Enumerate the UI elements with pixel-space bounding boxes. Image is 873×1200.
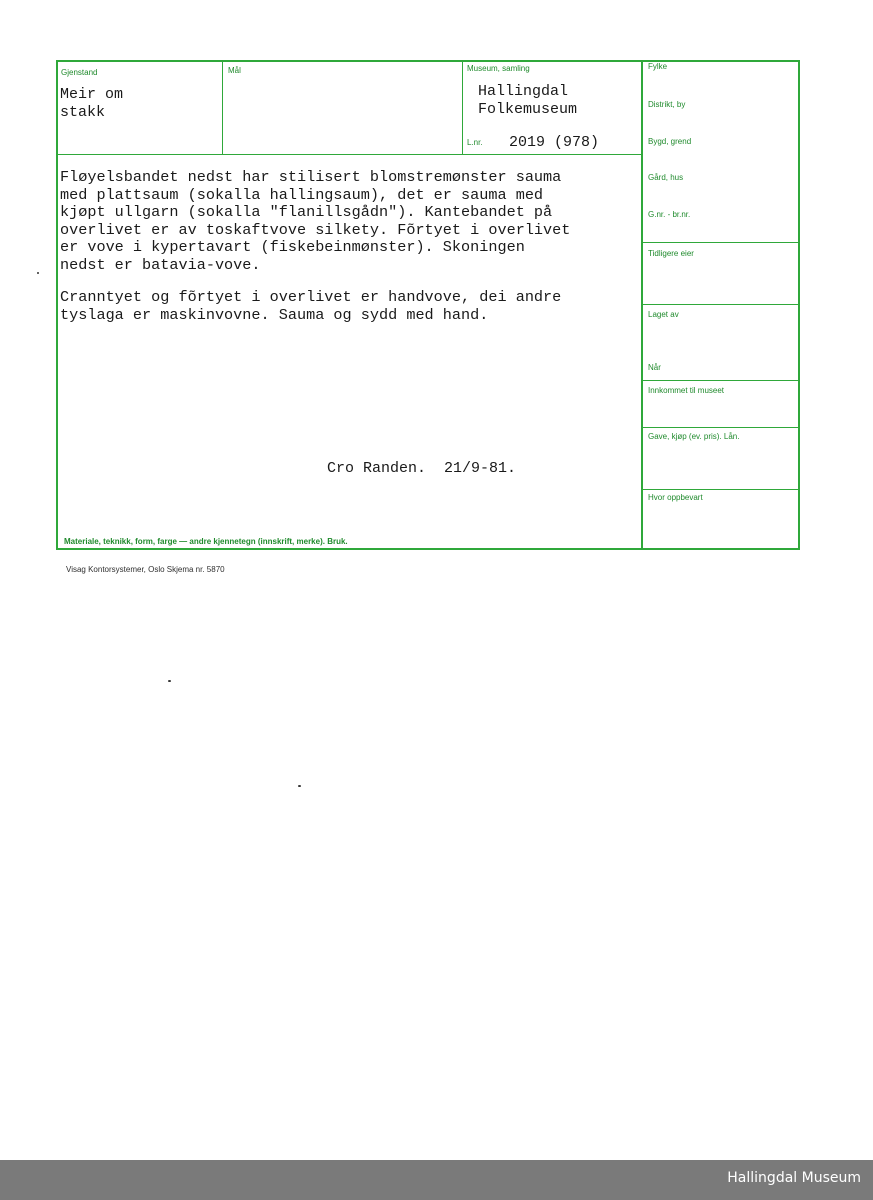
side-label-bygd: Bygd, grend: [648, 137, 692, 146]
column-divider-1: [222, 61, 223, 154]
lnr-value: 2019 (978): [509, 134, 600, 151]
description-paragraph-1: Fløyelsbandet nedst har stilisert blomstremønster sauma med plattsaum (sokalla hallingsaum), det er sauma med kjøpt ullgarn (sokalla "flanillsgådn"). Kantebandet på overlivet er av toskaftvove silkety. Fõrtyet i overlivet er vove i kypertavart (fiskebeinmønster). Skoningen nedst er batavia-vove.: [60, 168, 571, 274]
museum-label: Museum, samling: [467, 64, 530, 73]
side-label-gave-kjop: Gave, kjøp (ev. pris). Lån.: [648, 432, 740, 441]
side-divider-1: [642, 242, 799, 243]
maal-label: Mål: [228, 66, 241, 75]
side-label-gard: Gård, hus: [648, 173, 684, 182]
side-label-gnr: G.nr. - br.nr.: [648, 210, 691, 219]
lnr-label: L.nr.: [467, 138, 483, 147]
scan-speck: [37, 272, 39, 274]
header-row-divider: [57, 154, 641, 155]
column-divider-2: [462, 61, 463, 154]
side-label-innkommet: Innkommet til museet: [648, 386, 725, 395]
side-label-naar: Når: [648, 363, 661, 372]
materiale-label: Materiale, teknikk, form, farge — andre kjennetegn (innskrift, merke). Bruk.: [64, 537, 348, 546]
watermark-text: Hallingdal Museum: [727, 1170, 861, 1186]
side-divider-4: [642, 427, 799, 428]
side-label-distrikt: Distrikt, by: [648, 100, 686, 109]
printer-imprint: Visag Kontorsystemer, Oslo Skjema nr. 5870: [66, 565, 225, 574]
side-label-tidligere-eier: Tidligere eier: [648, 249, 694, 258]
watermark-bar: [0, 1160, 873, 1200]
description-paragraph-2: Cranntyet og fõrtyet i overlivet er handvove, dei andre tyslaga er maskinvovne. Sauma og sydd med hand.: [60, 288, 562, 324]
scan-speck: [298, 785, 301, 787]
side-column-divider: [641, 61, 643, 549]
signature-line: Cro Randen. 21/9-81.: [327, 460, 517, 477]
side-divider-2: [642, 304, 799, 305]
scan-speck: [168, 680, 171, 682]
side-divider-5: [642, 489, 799, 490]
side-label-hvor-oppbevart: Hvor oppbevart: [648, 493, 703, 502]
side-label-fylke: Fylke: [648, 62, 668, 71]
side-divider-3: [642, 380, 799, 381]
gjenstand-value: Meir om stakk: [60, 86, 124, 121]
museum-value: Hallingdal Folkemuseum: [478, 83, 578, 118]
side-label-laget-av: Laget av: [648, 310, 679, 319]
gjenstand-label: Gjenstand: [61, 68, 98, 77]
